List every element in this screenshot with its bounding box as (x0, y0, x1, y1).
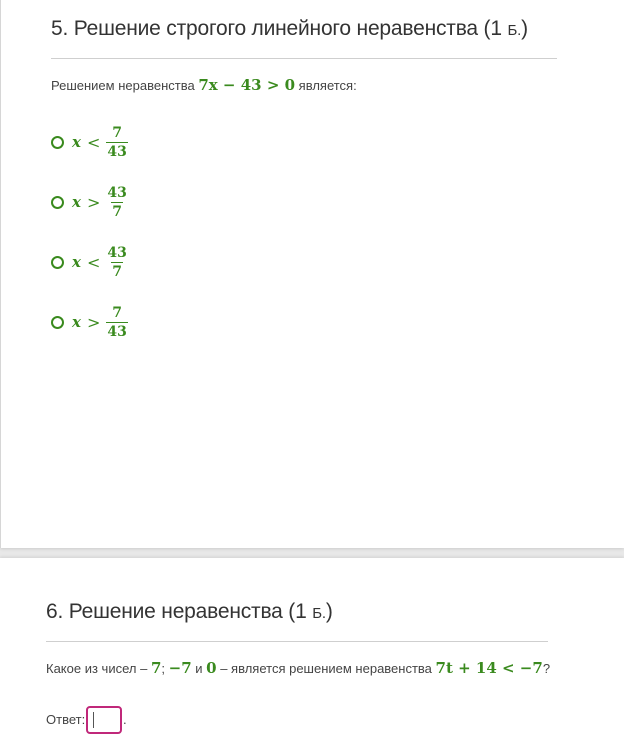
question-6-divider (46, 641, 548, 642)
answer-input[interactable] (86, 706, 122, 734)
answer-label: Ответ: (46, 712, 86, 727)
option-4-denominator: 43 (107, 323, 127, 340)
option-1-numerator: 7 (112, 124, 122, 141)
option-2-relation: > (86, 192, 101, 212)
option-3-denominator: 7 (112, 263, 122, 280)
question-5-divider (51, 58, 557, 59)
option-3-relation: < (86, 252, 101, 272)
text-cursor (93, 712, 94, 728)
question-6-title-text: Решение неравенства (68, 600, 283, 623)
option-4-radio[interactable] (51, 316, 64, 329)
number-c: 0 (206, 659, 217, 677)
question-5-prompt: Решением неравенства 7x − 43 > 0 является: (51, 76, 357, 94)
question-6-inequality: 7t + 14 < −7 (435, 659, 543, 677)
option-3-variable: x (72, 253, 81, 271)
option-1-variable: x (72, 133, 81, 151)
question-5-title-text: Решение строгого линейного неравенства (73, 17, 478, 40)
option-2[interactable] (51, 182, 128, 222)
option-3-numerator: 43 (107, 244, 127, 261)
option-2-numerator: 43 (107, 184, 127, 201)
question-5-inequality: 7x − 43 > 0 (198, 76, 296, 94)
number-b: −7 (168, 659, 192, 677)
answer-trailing-period: . (123, 712, 127, 727)
question-6-points: (1 Б.) (288, 600, 333, 623)
option-2-radio[interactable] (51, 196, 64, 209)
option-4-variable: x (72, 313, 81, 331)
option-3[interactable] (51, 242, 128, 282)
option-4-relation: > (86, 312, 101, 332)
option-1[interactable] (51, 122, 128, 162)
option-3-radio[interactable] (51, 256, 64, 269)
question-5-points: (1 Б.) (483, 17, 528, 40)
option-2-fraction (106, 185, 127, 220)
option-3-fraction (106, 245, 127, 280)
option-4-fraction (106, 305, 127, 340)
question-6-prompt: Какое из чисел – 7; −7 и 0 – является решением неравенства 7t + 14 < −7? (46, 659, 551, 677)
question-6-number: 6. (46, 600, 64, 623)
option-1-denominator: 43 (107, 143, 127, 160)
question-5-title (51, 17, 528, 41)
option-4-numerator: 7 (112, 304, 122, 321)
option-1-radio[interactable] (51, 136, 64, 149)
question-5-number: 5. (51, 17, 69, 40)
option-4[interactable] (51, 302, 128, 342)
question-6-title (46, 600, 333, 624)
option-1-relation: < (86, 132, 101, 152)
option-1-fraction (106, 125, 127, 160)
option-2-denominator: 7 (112, 203, 122, 220)
number-a: 7 (150, 659, 162, 677)
option-2-variable: x (72, 193, 81, 211)
